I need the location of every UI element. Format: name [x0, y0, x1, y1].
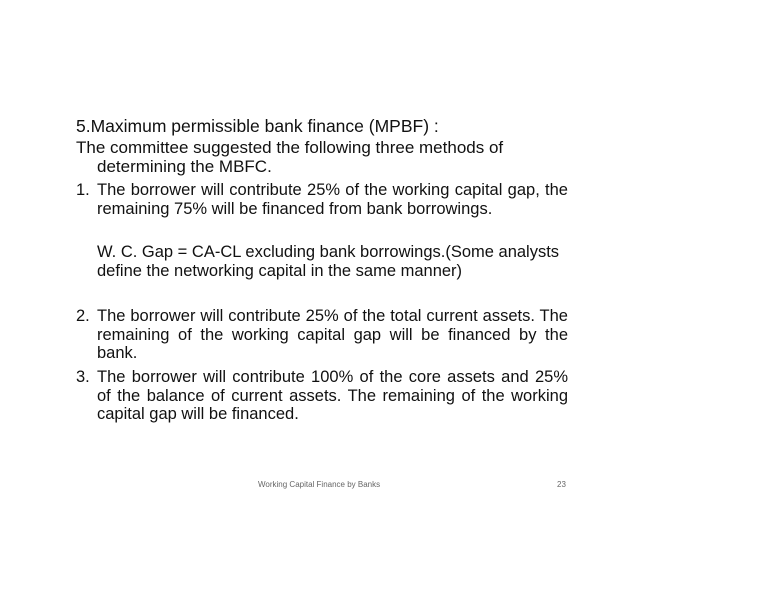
- list-item-2: [76, 307, 568, 363]
- list-item-1: [76, 181, 568, 218]
- page-number: 23: [557, 480, 566, 489]
- slide-heading: 5.Maximum permissible bank finance (MPBF) :: [76, 116, 439, 136]
- list-item-text: The borrower will contribute 25% of the working capital gap, the remaining 75% will be financed from bank borrowings.: [97, 181, 568, 218]
- list-item-3: [76, 368, 568, 424]
- list-item-text: The borrower will contribute 25% of the total current assets. The remaining of the working capital gap will be financed by the bank.: [97, 307, 568, 363]
- list-item-number: 3.: [76, 368, 90, 386]
- list-item-number: 2.: [76, 307, 90, 325]
- wc-gap-note: W. C. Gap = CA-CL excluding bank borrowings.(Some analysts define the networking capital in the same manner): [97, 243, 560, 280]
- footer-title: Working Capital Finance by Banks: [258, 480, 381, 489]
- list-item-number: 1.: [76, 181, 90, 199]
- list-item-text: The borrower will contribute 100% of the core assets and 25% of the balance of current assets. The remaining of the working capital gap will be financed.: [97, 368, 568, 424]
- intro-paragraph: The committee suggested the following three methods of determining the MBFC.: [76, 138, 504, 176]
